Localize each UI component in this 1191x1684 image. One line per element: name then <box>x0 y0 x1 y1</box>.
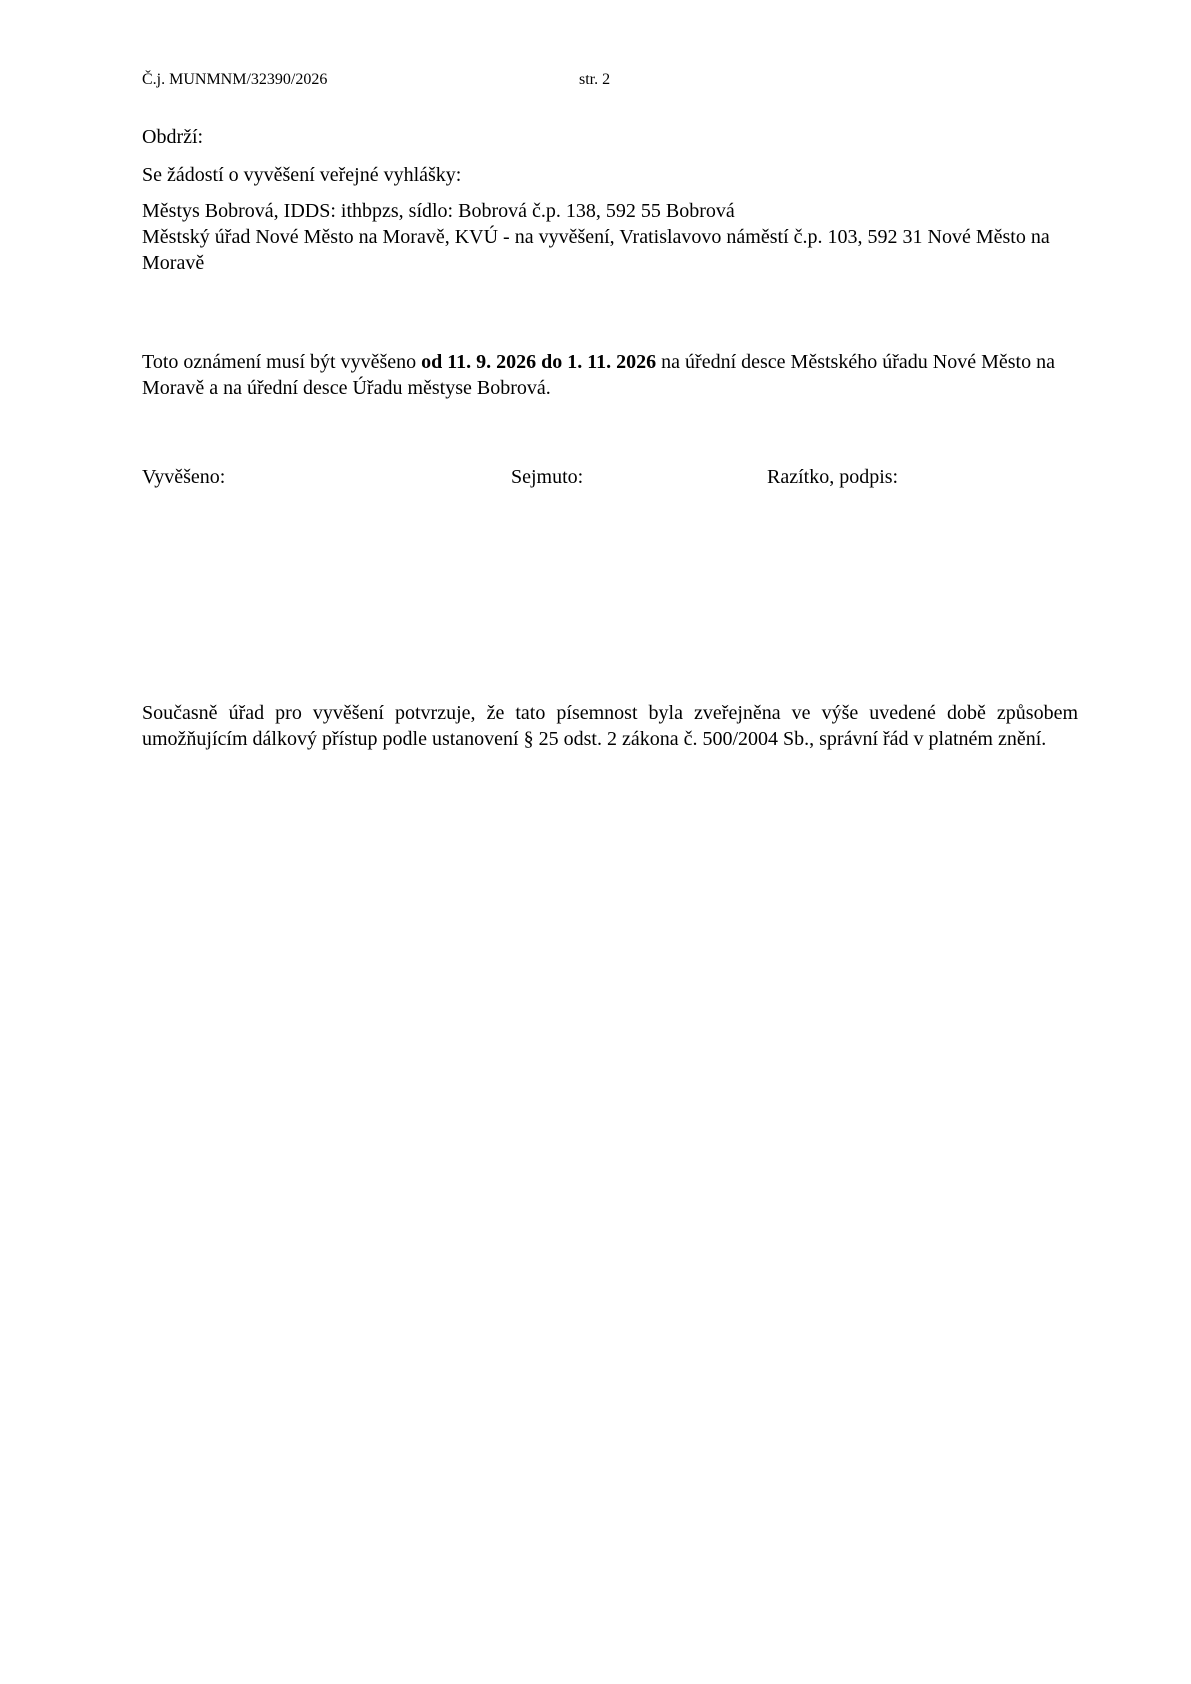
recipient-item: Městský úřad Nové Město na Moravě, KVÚ - na vyvěšení, Vratislavovo náměstí č.p. 103, 592 31 Nové Město na Moravě <box>142 226 1050 274</box>
notice-text-before: Toto oznámení musí být vyvěšeno <box>142 351 422 373</box>
removed-label: Sejmuto: <box>511 466 584 488</box>
posting-period: od 11. 9. 2026 do 1. 11. 2026 <box>421 351 657 373</box>
reference-number: Č.j. MUNMNM/32390/2026 <box>142 71 328 88</box>
posted-label: Vyvěšeno: <box>142 466 226 488</box>
posting-period-notice <box>142 349 1078 401</box>
recipient-list <box>142 198 1078 276</box>
stamp-signature-label: Razítko, podpis: <box>767 466 899 488</box>
posting-request: Se žádostí o vyvěšení veřejné vyhlášky: <box>142 164 462 186</box>
recipients-heading: Obdrží: <box>142 126 204 148</box>
page-number: str. 2 <box>579 71 611 88</box>
confirmation-paragraph: Současně úřad pro vyvěšení potvrzuje, že tato písemnost byla zveřejněna ve výše uvedené době způsobem umožňujícím dálkový přístup podle ustanovení § 25 odst. 2 zákona č. 500/2004 Sb., správní řád v platném znění. <box>142 702 1078 750</box>
page-header <box>142 71 1062 95</box>
notice-text-after: na úřední desce Městského úřadu Nové Město na Moravě a na úřední desce Úřadu městyse Bobrová. <box>142 351 1055 399</box>
signature-row <box>142 464 1078 492</box>
recipient-item: Městys Bobrová, IDDS: ithbpzs, sídlo: Bobrová č.p. 138, 592 55 Bobrová <box>142 200 735 222</box>
